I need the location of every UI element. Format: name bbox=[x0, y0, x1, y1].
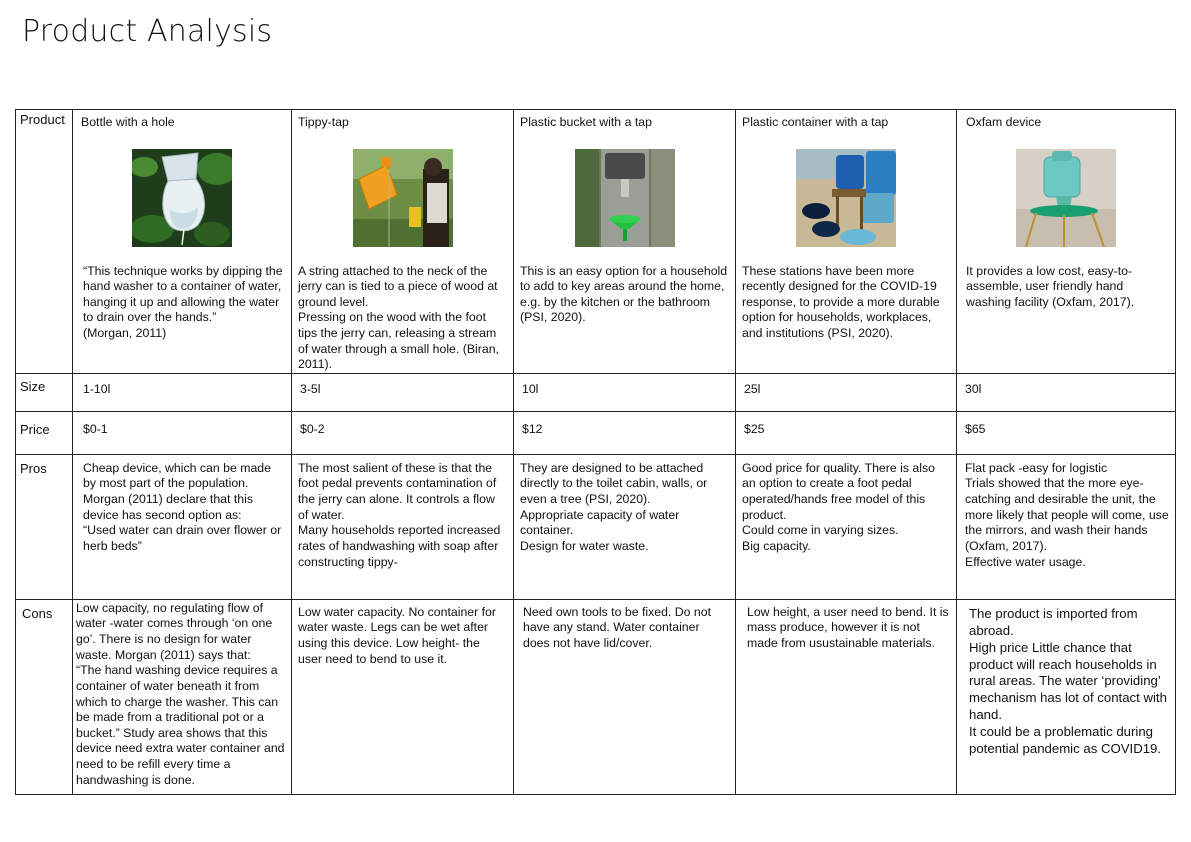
price-cell bbox=[514, 411, 736, 454]
product-cell-plastic-container bbox=[736, 110, 957, 374]
product-description: It provides a low cost, easy-to-assemble, user friendly hand washing facility (Oxfam, 2017). bbox=[966, 263, 1135, 309]
price-cell bbox=[957, 411, 1176, 454]
price-cell bbox=[292, 411, 514, 454]
cons-cell bbox=[736, 599, 957, 794]
cons-text: Low capacity, no regulating flow of water -water comes through ‘on one go’. There is no design for water waste. Morgan (2011) says that: “The hand washing device requires a container of water beneath it from which to charge the washer. This can be made from a traditional pot or a bucket.” Study area shows that this device need extra water container and need to be refill every time a handwashing is done. bbox=[76, 600, 285, 787]
page-title: Product Analysis bbox=[22, 14, 273, 49]
pros-row bbox=[16, 454, 1176, 599]
cons-cell bbox=[514, 599, 736, 794]
product-cell-tippy-tap bbox=[292, 110, 514, 374]
product-name: Plastic bucket with a tap bbox=[520, 115, 652, 129]
pros-cell bbox=[73, 454, 292, 599]
product-description: These stations have been more recently designed for the COVID-19 response, to provide a more durable option for households, workplaces, and institutions (PSI, 2020). bbox=[742, 263, 940, 341]
tippy-tap-image bbox=[353, 149, 453, 247]
pros-text: Flat pack -easy for logistic Trials showed that the more eye-catching and desirable the unit, the more likely that people will come, use the mirrors, and wash their hands (Oxfam, 2017). Effective water usage. bbox=[965, 460, 1169, 569]
pros-cell bbox=[957, 454, 1176, 599]
size-cell bbox=[514, 373, 736, 411]
size-cell bbox=[957, 373, 1176, 411]
product-name: Tippy-tap bbox=[298, 115, 349, 129]
product-description: This is an easy option for a household to add to key areas around the home, e.g. by the kitchen or the bathroom (PSI, 2020). bbox=[520, 263, 728, 325]
size-cell bbox=[292, 373, 514, 411]
price-value: $65 bbox=[965, 421, 986, 436]
row-label-product: Product bbox=[16, 110, 73, 374]
product-description: “This technique works by dipping the hand washer to a container of water, hanging it up and allowing the water to drain over the hands.” (Morgan, 2011) bbox=[83, 263, 283, 341]
cons-cell bbox=[957, 599, 1176, 794]
size-value: 30l bbox=[965, 381, 982, 396]
price-value: $0-1 bbox=[83, 421, 108, 436]
plastic-container-image bbox=[796, 149, 896, 247]
pros-cell bbox=[736, 454, 957, 599]
product-description: A string attached to the neck of the jerry can is tied to a piece of wood at ground level. Pressing on the wood with the foot tips the jerry can, releasing a stream of water through a small hole. (Biran, 2011). bbox=[298, 263, 499, 372]
cons-text: Low height, a user need to bend. It is mass produce, however it is not made from usustainable materials. bbox=[747, 604, 949, 651]
product-cell-plastic-bucket bbox=[514, 110, 736, 374]
price-value: $12 bbox=[522, 421, 543, 436]
row-label-pros: Pros bbox=[16, 454, 73, 599]
pros-text: They are designed to be attached directly to the toilet cabin, walls, or even a tree (PSI, 2020). Appropriate capacity of water container. Design for water waste. bbox=[520, 460, 708, 553]
bottle-with-hole-image bbox=[132, 149, 232, 247]
pros-text: The most salient of these is that the foot pedal prevents contamination of the jerry can alone. It controls a flow of water. Many households reported increased rates of handwashing with soap after constructing tippy- bbox=[298, 460, 501, 569]
product-analysis-table bbox=[15, 109, 1176, 795]
product-cell-oxfam bbox=[957, 110, 1176, 374]
price-value: $0-2 bbox=[300, 421, 325, 436]
pros-cell bbox=[292, 454, 514, 599]
price-cell bbox=[736, 411, 957, 454]
cons-text: Low water capacity. No container for water waste. Legs can be wet after using this device. Low height- the user need to bend to use it. bbox=[298, 604, 496, 666]
size-value: 25l bbox=[744, 381, 761, 396]
size-value: 3-5l bbox=[300, 381, 321, 396]
product-cell-bottle bbox=[73, 110, 292, 374]
product-name: Plastic container with a tap bbox=[742, 115, 889, 129]
price-cell bbox=[73, 411, 292, 454]
pros-text: Good price for quality. There is also an option to create a foot pedal operated/hands free model of this product. Could come in varying sizes. Big capacity. bbox=[742, 460, 935, 553]
row-label-size: Size bbox=[16, 373, 73, 411]
row-label-cons: Cons bbox=[16, 599, 73, 794]
row-label-price: Price bbox=[16, 411, 73, 454]
product-name: Bottle with a hole bbox=[81, 115, 175, 129]
oxfam-device-image bbox=[1016, 149, 1116, 247]
cons-cell bbox=[73, 599, 292, 794]
pros-cell bbox=[514, 454, 736, 599]
size-value: 10l bbox=[522, 381, 539, 396]
size-cell bbox=[736, 373, 957, 411]
size-value: 1-10l bbox=[83, 381, 111, 396]
product-name: Oxfam device bbox=[966, 115, 1042, 129]
pros-text: Cheap device, which can be made by most part of the population. Morgan (2011) declare that this device has second option as: “Used water can drain over flower or herb beds” bbox=[83, 460, 282, 553]
cons-row bbox=[16, 599, 1176, 794]
size-cell bbox=[73, 373, 292, 411]
size-row bbox=[16, 373, 1176, 411]
price-row bbox=[16, 411, 1176, 454]
price-value: $25 bbox=[744, 421, 765, 436]
plastic-bucket-image bbox=[575, 149, 675, 247]
cons-text: The product is imported from abroad. High price Little chance that product will reach households in rural areas. The water ‘providing’ mechanism has lot of contact with hand. It could be a problematic during potential pandemic as COVID19. bbox=[969, 605, 1167, 756]
product-row bbox=[16, 110, 1176, 374]
cons-cell bbox=[292, 599, 514, 794]
cons-text: Need own tools to be fixed. Do not have any stand. Water container does not have lid/cover. bbox=[523, 604, 711, 651]
